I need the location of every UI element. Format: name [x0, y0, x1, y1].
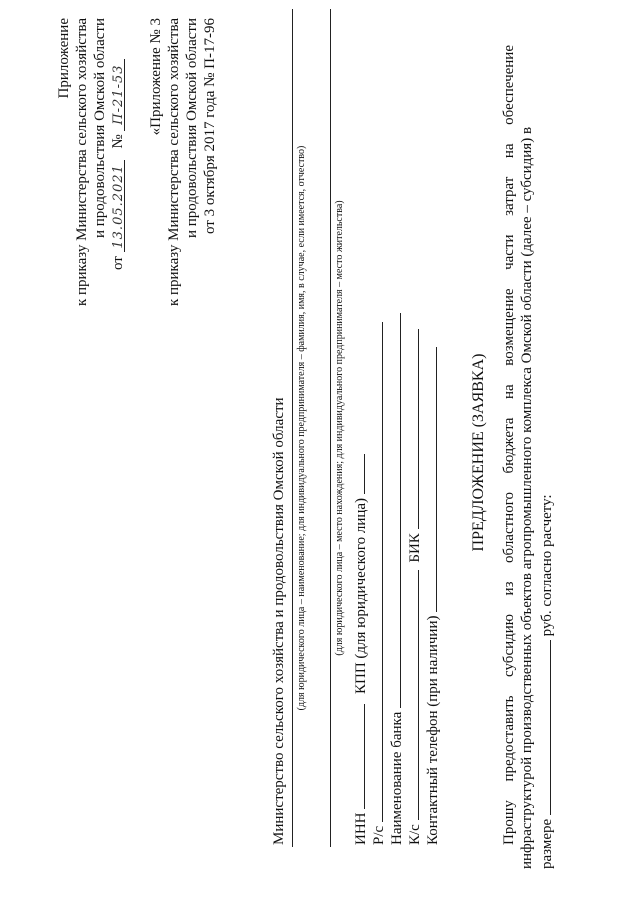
body-line-3: [536, 494, 556, 869]
date-value: 13.05.2021: [110, 160, 125, 252]
ks-bik-row: [404, 329, 424, 845]
amount-prefix: размере: [539, 818, 555, 869]
date-prefix: от: [110, 256, 126, 270]
reference-line-2: к приказу Министерства сельского хозяйства: [166, 18, 182, 307]
body-line-1: Прошу предоставить субсидию из областного бюджета на возмещение части затрат на обеспечение: [501, 45, 517, 845]
inn-label: ИНН: [353, 812, 369, 845]
amount-field[interactable]: [536, 640, 551, 815]
approval-ministry-line: и продовольствия Омской области: [92, 18, 108, 239]
ks-label: К/с: [407, 824, 423, 845]
address-line: [330, 9, 331, 847]
number-prefix: №: [110, 134, 126, 149]
approval-order-line: к приказу Министерства сельского хозяйства: [74, 18, 90, 307]
reference-line-4: от 3 октября 2017 года № П-17-96: [202, 18, 218, 235]
inn-kpp-row: [350, 454, 370, 845]
phone-row: [422, 347, 442, 845]
approval-date-number: [109, 59, 127, 270]
bik-field[interactable]: [404, 329, 419, 529]
rs-field[interactable]: [368, 322, 383, 822]
bank-field[interactable]: [386, 313, 401, 708]
address-note: (для юридического лица – место нахождения; для индивидуального предпринимателя – место жительства): [334, 200, 345, 656]
bank-row: [386, 313, 406, 845]
ks-field[interactable]: [404, 570, 419, 820]
name-line: [292, 9, 293, 847]
ministry-name: Министерство сельского хозяйства и продовольствия Омской области: [271, 397, 287, 845]
body-line-2: инфраструктурой производственных объектов агропромышленного комплекса Омской области (далее – субсидия) в: [519, 126, 535, 869]
document-title: ПРЕДЛОЖЕНИЕ (ЗАЯВКА): [470, 353, 487, 552]
bik-label: БИК: [407, 533, 423, 563]
amount-suffix: руб. согласно расчету:: [539, 494, 555, 637]
bank-label: Наименование банка: [389, 711, 405, 845]
reference-line-3: и продовольствия Омской области: [184, 18, 200, 239]
number-value: П-21-53: [110, 59, 125, 131]
inn-field[interactable]: [350, 704, 365, 809]
kpp-label: КПП (для юридического лица): [353, 497, 369, 694]
phone-field[interactable]: [422, 347, 437, 612]
reference-line-1: «Приложение № 3: [148, 18, 164, 136]
phone-label: Контактный телефон (при наличии): [425, 615, 441, 845]
kpp-field[interactable]: [350, 454, 365, 494]
rs-label: Р/с: [371, 825, 387, 845]
approval-title: Приложение: [56, 18, 72, 99]
name-note: (для юридического лица – наименование; для индивидуального предпринимателя – фамилия, имя, в случае, если имеется, отчество): [296, 145, 307, 711]
rs-row: [368, 322, 388, 845]
